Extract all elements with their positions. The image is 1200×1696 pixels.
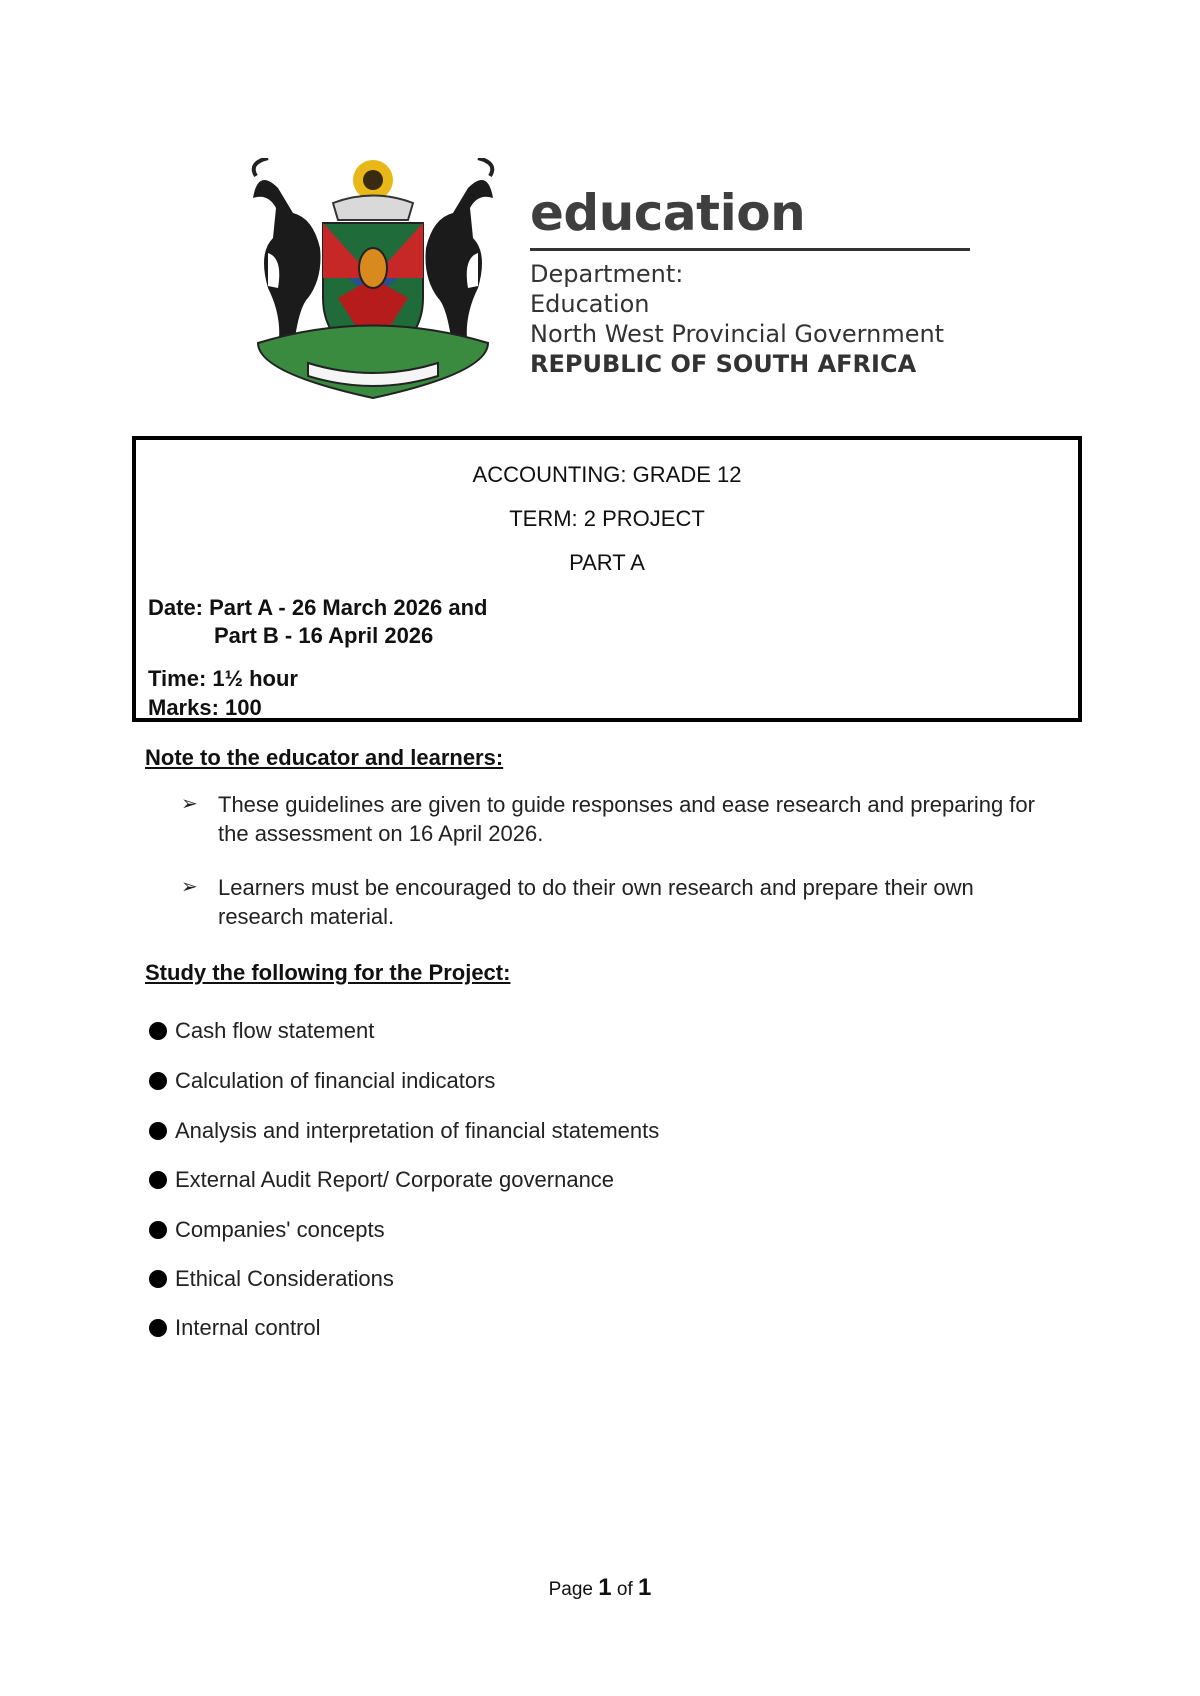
time-allowed: Time: 1½ hour: [148, 666, 298, 691]
study-item-label: Internal control: [175, 1315, 321, 1340]
date-line-1: Date: Part A - 26 March 2026 and: [148, 595, 488, 620]
arrow-bullet-icon: ➢: [181, 793, 198, 815]
brand-divider: [530, 248, 970, 251]
study-item: [149, 1068, 495, 1094]
coat-of-arms-logo: [238, 158, 508, 403]
bullet-dot-icon: [149, 1270, 167, 1288]
notes-heading: Note to the educator and learners:: [145, 745, 504, 770]
study-item: [149, 1018, 374, 1044]
part-title: PART A: [569, 550, 645, 575]
brand-wordmark: education: [530, 184, 806, 242]
page-number: 1: [598, 1574, 612, 1601]
subject-title: ACCOUNTING: GRADE 12: [472, 462, 742, 487]
of-word: of: [616, 1579, 633, 1600]
country-name: REPUBLIC OF SOUTH AFRICA: [530, 350, 917, 378]
arrow-bullet-icon: ➢: [181, 876, 198, 898]
bullet-dot-icon: [149, 1319, 167, 1337]
study-item: [149, 1167, 614, 1193]
document-header: [238, 158, 978, 403]
page-word: Page: [548, 1579, 593, 1600]
department-branding: [530, 184, 970, 379]
bullet-dot-icon: [149, 1072, 167, 1090]
study-item: [149, 1266, 394, 1292]
date-line-2: Part B - 16 April 2026: [214, 623, 434, 648]
study-item: [149, 1315, 321, 1341]
government-name: North West Provincial Government: [530, 320, 945, 348]
study-heading: Study the following for the Project:: [145, 960, 511, 985]
page-footer: [0, 1574, 1200, 1602]
bullet-dot-icon: [149, 1221, 167, 1239]
study-item-label: Calculation of financial indicators: [175, 1068, 496, 1093]
bullet-dot-icon: [149, 1122, 167, 1140]
bullet-dot-icon: [149, 1171, 167, 1189]
note-item: [181, 873, 1061, 931]
study-item: [149, 1118, 659, 1144]
department-label: Department:: [530, 260, 684, 288]
title-box: [132, 436, 1082, 722]
term-title: TERM: 2 PROJECT: [509, 506, 705, 531]
note-text: These guidelines are given to guide responses and ease research and preparing for the assessment on 16 April 2026.: [218, 792, 1035, 846]
note-text: Learners must be encouraged to do their own research and prepare their own research material.: [218, 875, 974, 929]
study-item: [149, 1217, 385, 1243]
study-item-label: Cash flow statement: [175, 1018, 375, 1043]
study-item-label: Companies' concepts: [175, 1217, 385, 1242]
total-marks: Marks: 100: [148, 695, 262, 720]
note-item: [181, 790, 1061, 848]
page-total: 1: [638, 1574, 652, 1601]
department-name: Education: [530, 290, 650, 318]
study-item-label: External Audit Report/ Corporate governance: [175, 1167, 615, 1192]
study-item-label: Ethical Considerations: [175, 1266, 394, 1291]
study-item-label: Analysis and interpretation of financial statements: [175, 1118, 660, 1143]
bullet-dot-icon: [149, 1022, 167, 1040]
